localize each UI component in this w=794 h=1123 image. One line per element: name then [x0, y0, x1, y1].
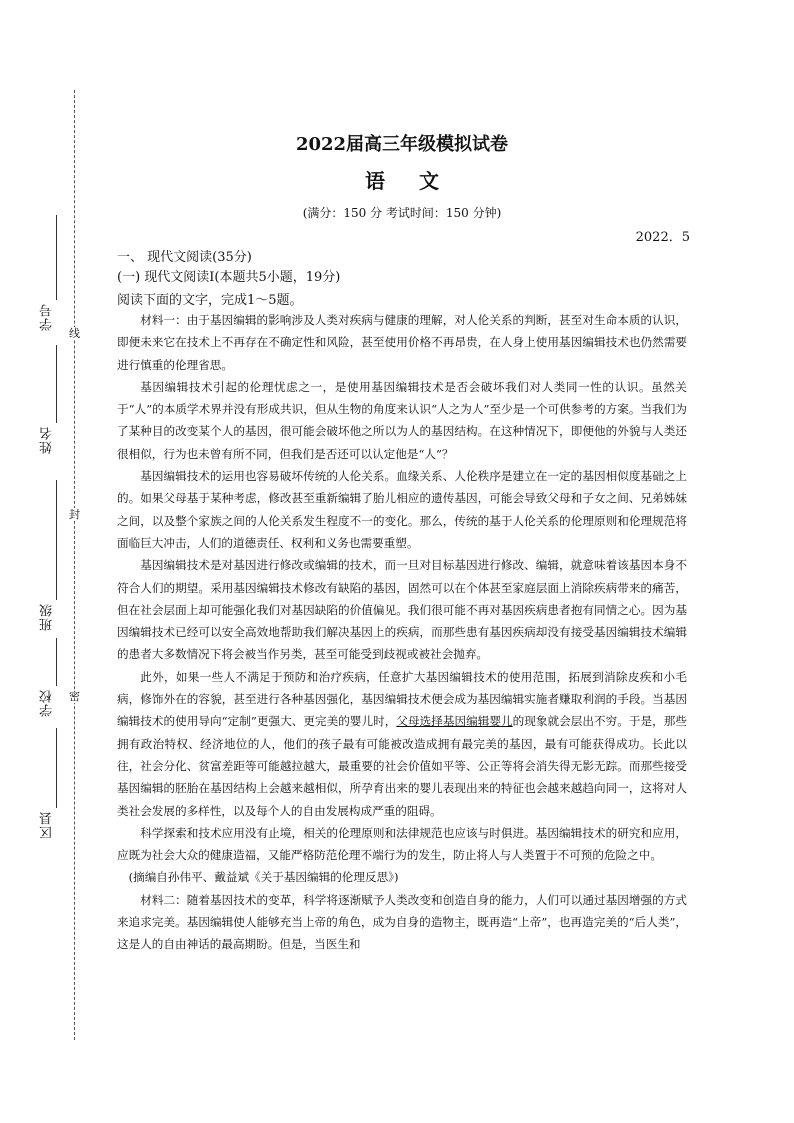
paragraph-enhancement	[117, 666, 687, 822]
exam-date: 2022．5	[635, 230, 690, 245]
underlined-phrase: 父母选择基因编辑婴儿	[396, 714, 513, 729]
paragraph-material-two: 材料二：随着基因技术的变革，科学将逐渐赋予人类改变和创造自身的能力，人们可以通过基因增强的方式来追求完美。基因编辑使人能够充当上帝的角色，成为自身的造物主，既再造“上帝”，也再造完美的“后人类”，这是人的自由神话的最高期盼。但是，当医生和	[117, 892, 687, 952]
binding-mark-seal: 封	[69, 508, 80, 521]
student-id-label: 学号	[40, 303, 55, 331]
district-underline	[56, 728, 57, 808]
student-id-underline	[56, 215, 57, 300]
binding-dashed-line	[74, 90, 75, 1040]
subject-title: 语文	[365, 169, 473, 193]
district-label: 区县	[40, 811, 55, 839]
binding-margin	[0, 0, 100, 1123]
section-subheading: (一) 现代文阅读Ⅰ(本题共5小题，19分)	[117, 270, 341, 285]
school-label: 学校	[40, 689, 55, 717]
exam-info: (满分：150 分 考试时间：150 分钟)	[302, 206, 502, 220]
school-underline	[56, 638, 57, 686]
paragraph-identity: 基因编辑技术引起的伦理忧虑之一，是使用基因编辑技术是否会破坏我们对人类同一性的认识。虽然关于“人”的本质学术界并没有形成共识，但从生物的角度来认识“人之为人”至少是一个可供参考的方案。当我们为了某种目的改变某个人的基因，很可能会破坏他之所以为人的基因结构。在这种情况下，即便他的外貌与人类还很相似，行为也未曾有所不同，但我们是否还可以认定他是“人”？	[117, 379, 687, 461]
paragraph-kinship: 基因编辑技术的运用也容易破坏传统的人伦关系。血缘关系、人伦秩序是建立在一定的基因相似度基础之上的。如果父母基于某种考虑，修改甚至重新编辑了胎儿相应的遗传基因，可能会导致父母和子女之间、兄弟姊妹之间，以及整个家族之间的人伦关系发生程度不一的变化。那么，传统的基于人伦关系的伦理原则和伦理规范将面临巨大冲击，人们的道德责任、权利和义务也需要重塑。	[117, 469, 687, 550]
source-citation: (摘编自孙伟平、戴益斌《关于基因编辑的伦理反思》)	[128, 870, 399, 885]
class-label: 班级	[40, 603, 55, 631]
passage-body	[117, 309, 687, 956]
class-underline	[56, 480, 57, 600]
name-underline	[56, 345, 57, 423]
binding-mark-secret: 密	[69, 690, 80, 703]
paragraph-conclusion: 科学探索和技术应用没有止境，相关的伦理原则和法律规范也应该与时俱进。基因编辑技术的研究和应用，应既为社会大众的健康造福，又能严格防范伦理不端行为的发生，防止将人与人类置于不可预的危险之中。	[117, 825, 687, 863]
paragraph-enhancement-part-b: 的现象就会层出不穷。于是，那些拥有政治特权、经济地位的人，他们的孩子最有可能被改造成拥有最完美的基因，最有可能获得成功。长此以往，社会分化、贫富差距等可能越拉越大，最重要的社会价值如平等、公正等将会消失得无影无踪。而那些接受基因编辑的胚胎在基因结构上会越来越相似，所孕育出来的婴儿表现出来的特征也会越来越趋向同一，这将对人类社会发展的多样性，以及每个人的自由发展构成严重的阻碍。	[117, 714, 687, 818]
paragraph-enhancement-part-a: 此外，如果一些人不满足于预防和治疗疾病，任意扩大基因编辑技术的使用范围，拓展到消除皮疾和小毛病，修饰外在的容貌，甚至进行各种基因强化，基因编辑技术便会成为基因编辑实施者赚取利润的手段。当基因编辑技术的使用导向“定制”更强大、更完美的婴儿时，	[117, 669, 687, 729]
binding-mark-line: 线	[69, 327, 80, 340]
section-heading: 一、 现代文阅读(35分)	[117, 250, 252, 265]
exam-title: 2022届高三年级模拟试卷	[295, 134, 509, 155]
paragraph-material-one: 材料一：由于基因编辑的影响涉及人类对疾病与健康的理解，对人伦关系的判断，甚至对生命本质的认识，即便未来它在技术上不再存在不确定性和风险，甚至使用价格不再昂贵，在人身上使用基因编辑技术也仍然需要进行慎重的伦理省思。	[117, 313, 687, 372]
instruction-text: 阅读下面的文字，完成1～5题。	[117, 293, 303, 308]
name-label: 姓名	[40, 426, 55, 454]
paragraph-bias: 基因编辑技术是对基因进行修改或编辑的技术，而一旦对目标基因进行修改、编辑，就意味着该基因本身不符合人们的期望。采用基因编辑技术修改有缺陷的基因，固然可以在个体甚至家庭层面上消除疾病带来的痛苦，但在社会层面上却可能强化我们对基因缺陷的价值偏见。我们很可能不再对基因疾病患者抱有同情之心。因为基因编辑技术已经可以安全高效地帮助我们解决基因上的疾病，而那些患有基因疾病却没有接受基因编辑技术编辑的患者大多数情况下将会被当作另类，甚至可能受到歧视或被社会抛弃。	[117, 558, 687, 662]
